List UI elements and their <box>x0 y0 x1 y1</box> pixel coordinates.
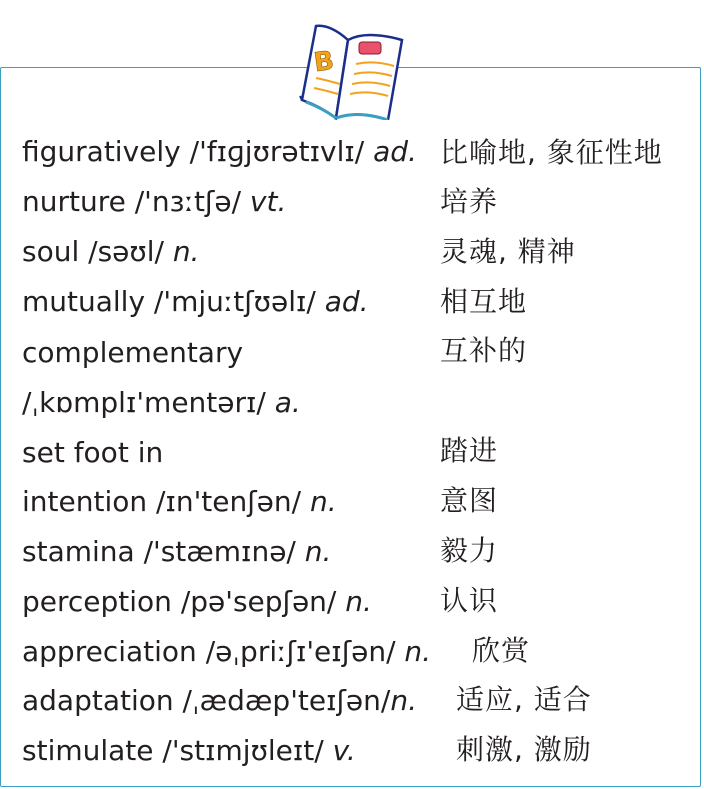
entry-meaning: 欣赏 <box>472 634 531 667</box>
entry-word: /ˌkɒmplɪ'mentərɪ/ a. <box>22 386 301 419</box>
vocabulary-frame <box>0 67 701 787</box>
entry-word: perception /pə'sepʃən/ n. <box>22 585 372 618</box>
entry-word: nurture /'nɜːtʃə/ vt. <box>22 185 287 218</box>
entry-meaning: 灵魂, 精神 <box>440 235 576 268</box>
entry-meaning: 刺激, 激励 <box>456 733 592 766</box>
entry-word: set foot in <box>22 436 164 469</box>
entry-meaning: 相互地 <box>440 285 528 318</box>
entry-meaning: 培养 <box>440 185 499 218</box>
entry-word: adaptation /ˌædæp'teɪʃən/n. <box>22 684 417 717</box>
entry-meaning: 踏进 <box>440 434 499 467</box>
entry-word: complementary <box>22 336 244 369</box>
entry-meaning: 意图 <box>440 484 499 517</box>
entry-meaning: 适应, 适合 <box>456 683 592 716</box>
entry-meaning: 毅力 <box>440 534 499 567</box>
entry-meaning: 互补的 <box>440 334 528 367</box>
entry-meaning: 认识 <box>440 584 499 617</box>
entry-word: soul /səʊl/ n. <box>22 235 200 268</box>
entry-meaning: 比喻地, 象征性地 <box>440 136 663 169</box>
book-letter: B <box>312 45 336 79</box>
entry-word: intention /ɪn'tenʃən/ n. <box>22 485 337 518</box>
book-icon <box>296 22 408 120</box>
entry-word: stamina /'stæmɪnə/ n. <box>22 535 332 568</box>
entry-word: mutually /'mjuːtʃʊəlɪ/ ad. <box>22 285 369 318</box>
entry-word: stimulate /'stɪmjʊleɪt/ v. <box>22 734 356 767</box>
entry-word: figuratively /'fɪɡjʊrətɪvlɪ/ ad. <box>22 135 417 168</box>
entry-word: appreciation /əˌpriːʃɪ'eɪʃən/ n. <box>22 635 432 668</box>
